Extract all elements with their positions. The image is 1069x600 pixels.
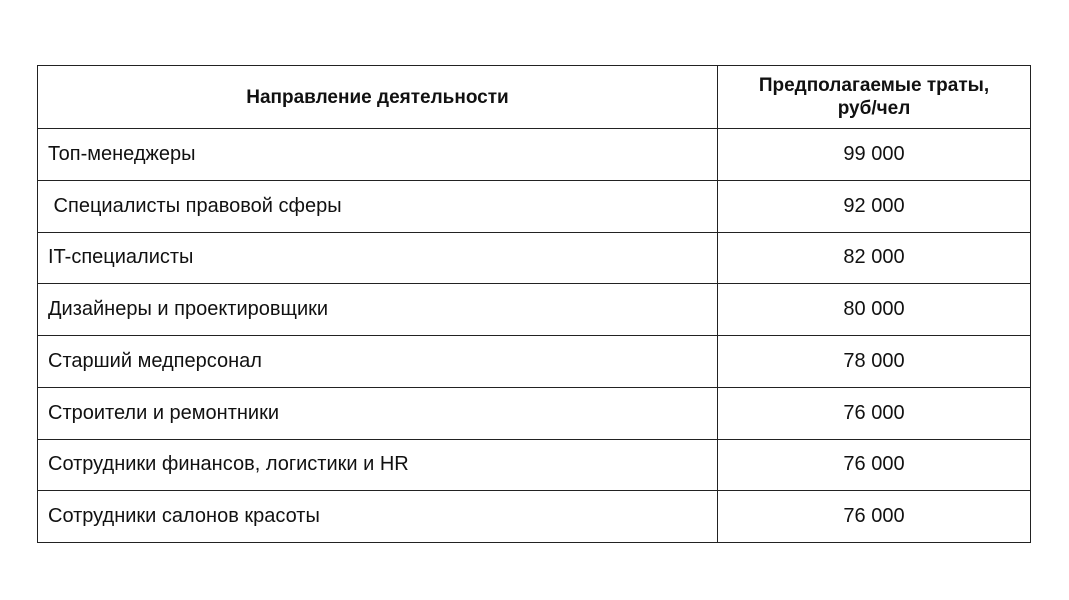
row-category: Топ-менеджеры bbox=[38, 129, 718, 181]
row-category: IT-специалисты bbox=[38, 232, 718, 284]
row-category: Дизайнеры и проектировщики bbox=[38, 284, 718, 336]
table-row bbox=[38, 491, 1031, 543]
table-body bbox=[38, 129, 1031, 543]
table-row bbox=[38, 336, 1031, 388]
row-value: 78 000 bbox=[718, 336, 1031, 388]
row-value: 92 000 bbox=[718, 180, 1031, 232]
row-value: 76 000 bbox=[718, 439, 1031, 491]
row-value: 80 000 bbox=[718, 284, 1031, 336]
table-row bbox=[38, 129, 1031, 181]
row-category: Строители и ремонтники bbox=[38, 387, 718, 439]
row-category: Специалисты правовой сферы bbox=[38, 180, 718, 232]
table-row bbox=[38, 439, 1031, 491]
row-category: Сотрудники салонов красоты bbox=[38, 491, 718, 543]
row-category: Старший медперсонал bbox=[38, 336, 718, 388]
table-row bbox=[38, 232, 1031, 284]
header-value-line1: Предполагаемые траты, bbox=[758, 75, 990, 96]
row-category: Сотрудники финансов, логистики и HR bbox=[38, 439, 718, 491]
table-row bbox=[38, 387, 1031, 439]
row-value: 76 000 bbox=[718, 387, 1031, 439]
header-value-line2: руб/чел bbox=[837, 98, 911, 119]
table-row bbox=[38, 180, 1031, 232]
table-row bbox=[38, 284, 1031, 336]
header-category: Направление деятельности bbox=[38, 66, 718, 129]
row-value: 82 000 bbox=[718, 232, 1031, 284]
row-value: 99 000 bbox=[718, 129, 1031, 181]
spending-table bbox=[37, 65, 1031, 543]
header-value bbox=[718, 66, 1031, 129]
header-row bbox=[38, 66, 1031, 129]
table-header bbox=[38, 66, 1031, 129]
row-value: 76 000 bbox=[718, 491, 1031, 543]
